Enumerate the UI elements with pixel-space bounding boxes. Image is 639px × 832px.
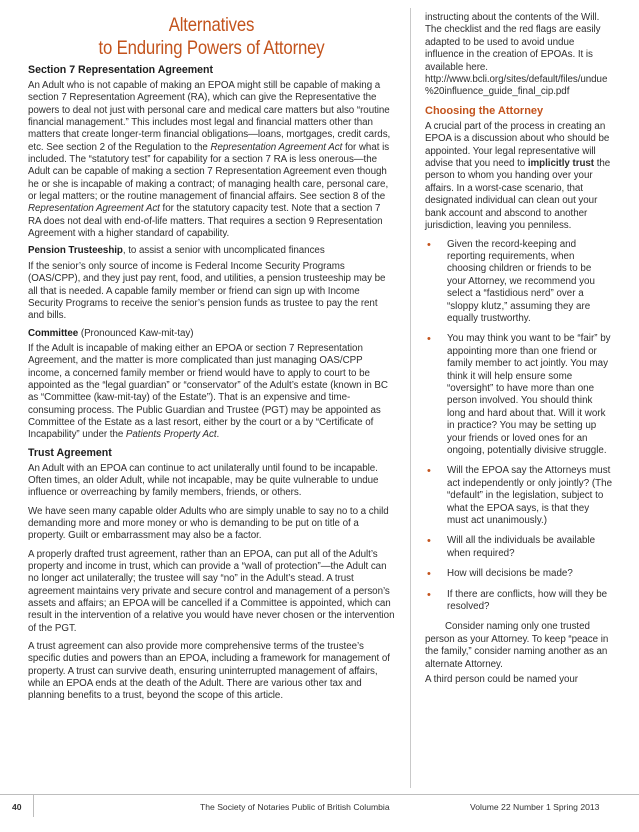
right-column [425, 12, 613, 690]
committee-lead-rest: (Pronounced Kaw-mit-tay) [78, 327, 194, 339]
list-item-text: How will decisions be made? [447, 568, 573, 580]
page-footer [0, 794, 639, 817]
choosing-heading: Choosing the Attorney [425, 104, 544, 117]
committee-lead-bold: Committee [28, 327, 79, 339]
pension-lead-bold: Pension Trusteeship [28, 245, 123, 257]
section7-heading: Section 7 Representation Agreement [28, 64, 214, 76]
list-item [425, 535, 613, 560]
committee-act-name: Patients Property Act [125, 429, 217, 441]
list-item [425, 589, 613, 614]
pension-lead-rest: , to assist a senior with uncomplicated finances [122, 245, 325, 257]
choosing-emphasis: implicitly trust [527, 158, 595, 170]
trust-paragraph-2: We have seen many capable older Adults who are simply unable to say no to a child demanding more and more money or who is demanding to be put on title of a property. Guilt or embarrassment may also be a factor. [28, 505, 389, 542]
section7-text-c: for the statutory capacity test. Note that a section 7 RA does not deal with end-of-life matters. That requires a section 9 Representation Agreement with a higher standard of capability. [28, 203, 383, 240]
checklist-paragraph: instructing about the contents of the Will. The checklist and the red flags are easily adapted to be used to avoid undue influence in the creation of EPOAs. It is available here. http://www.bcli.org/sites/default/files/undue%20influence_guide_final_cip.pdf [425, 12, 608, 98]
bullet-icon: • [427, 465, 431, 478]
pension-lead [28, 245, 395, 257]
committee-text-a: If the Adult is incapable of making either an EPOA or section 7 Representation Agreement, and the matter is more complicated than just managing OAS/CPP income, a concerned family member or friend would have to apply to court to be appointed as the “legal guardian” or “conservator” of the Adult’s estate (known in BC as “Committee (kaw-mit-tay) of the Estate”). That is an expensive and time-consuming process. The Public Guardian and Trustee (PGT) may be appointed as Committee of the Estate as a last resort, either by the court or a by “Certificate of Incapability” under the [28, 342, 388, 441]
bullet-icon: • [427, 568, 431, 581]
issue-info: Volume 22 Number 1 Spring 2013 [470, 802, 600, 812]
column-divider [410, 8, 411, 788]
section7-text-b: for what is included. The “statutory test” for capability for a section 7 RA is less onerous—the Adult can be capable of making a section 7 Representation Agreement even though he or she is incapable of making a contract; of managing health care, personal care, or legal matters; or the routine management of financial affairs. See section 8 of the [28, 141, 390, 203]
choosing-text-a: A crucial part of the process in creating an EPOA is a discussion about who should be appointed. Your legal representative will advise that you need to [425, 120, 610, 170]
list-item [425, 465, 613, 527]
bullet-icon: • [427, 238, 431, 251]
choosing-paragraph [425, 121, 613, 233]
trust-paragraph-4: A trust agreement can also provide more comprehensive terms of the trustee’s specific duties and powers than an EPOA, including a framework for management of property. A trust can survive death, ensuring uninterrupted management of affairs, while an EPOA ends at the death of the Adult. There are various other tax and planning benefits to a trust, beyond the scope of this article. [28, 641, 390, 702]
section7-text-a: An Adult who is not capable of making an EPOA might still be capable of making a section 7 Representation Agreement (RA), which can give the Representative the powers to deal not just with personal care and medical care matters but also “routine financial management.” This includes most legal and financial matters other than matters that create longer-term financial obligations—loans, mortgages, credit cards, etc. See section 2 of the Regulation to the [28, 80, 391, 153]
trust-paragraph-3: A properly drafted trust agreement, rather than an EPOA, can put all of the Adult’s property and income in trust, which can provide a “wall of protection”—the Adult can no longer act unilaterally; the trustee will say “no” in the Adult’s stead. A trust agreement maintains very private and secure control and management of a person’s assets and affairs; an EPOA will be cancelled if a Committee is appointed, which can result in the intervention of a relative you would have never chosen or the intervention of the PGT. [28, 548, 395, 634]
publication-name: The Society of Notaries Public of British Columbia [200, 802, 390, 812]
list-item [425, 568, 613, 580]
closing-paragraph-continued: A third person could be named your [425, 674, 578, 686]
list-item-text: Will the EPOA say the Attorneys must act independently or only jointly? (The “default” in the legislation, subject to what the EPOA says, is that they must act unanimously.) [447, 465, 613, 527]
closing-paragraph: Consider naming only one trusted person as your Attorney. To keep “peace in the family,” consider naming another as an alternate Attorney. [425, 621, 609, 670]
bullet-icon: • [427, 333, 431, 346]
committee-lead [28, 328, 395, 340]
article-title [54, 14, 370, 60]
considerations-list [425, 239, 613, 614]
section7-act-name-1: Representation Agreement Act [210, 141, 343, 153]
list-item-text: You may think you want to be “fair” by appointing more than one friend or family member to act jointly. You may think it will help ensure some “oversight” to have more than one person involved. You should think long and hard about that. Will it work in practice? You may be setting up your friends or loved ones for an ongoing, potentially divisive struggle. [447, 333, 611, 456]
bullet-icon: • [427, 588, 431, 601]
list-item-text: Given the record-keeping and reporting requirements, when choosing children or friends to be your Attorney, we recommend you select a “fastidious nerd” over a “sloppy klutz,” assuming they are equally trustworthy. [447, 238, 595, 324]
page-number: 40 [12, 802, 22, 812]
trust-heading: Trust Agreement [28, 446, 112, 459]
list-item [425, 333, 613, 457]
article-title-line-1: Alternatives [168, 14, 255, 36]
section7-act-name-2: Representation Agreement Act [28, 203, 160, 215]
pension-paragraph: If the senior’s only source of income is Federal Income Security Programs (OAS/CPP), and they just pay rent, food, and utilities, a pension trusteeship may be all that is needed. A capable family member or friend can sign up with Income Security Programs to receive the senior’s pension funds as trustee to pay the rent and bills. [28, 260, 386, 322]
list-item-text: Will all the individuals be available when required? [447, 535, 596, 559]
committee-text-b: . [216, 429, 220, 441]
list-item [425, 239, 613, 326]
footer-divider [33, 795, 34, 817]
article-title-line-2: to Enduring Powers of Attorney [98, 37, 325, 59]
committee-paragraph [28, 343, 395, 442]
choosing-text-b: the person to whom you handing over your affairs. In a worst-case scenario, that designated individual can clean out your bank account and abscond to another jurisdiction, leaving you penniless. [425, 158, 611, 232]
left-column [28, 14, 395, 706]
trust-paragraph-1: An Adult with an EPOA can continue to act unilaterally until found to be incapable. Often times, an older Adult, while not incapable, may be quite vulnerable to undue influence or overreaching by family members, friends, or others. [28, 462, 379, 499]
list-item-text: If there are conflicts, how will they be resolved? [447, 588, 608, 613]
bullet-icon: • [427, 535, 431, 548]
section7-paragraph [28, 80, 395, 240]
